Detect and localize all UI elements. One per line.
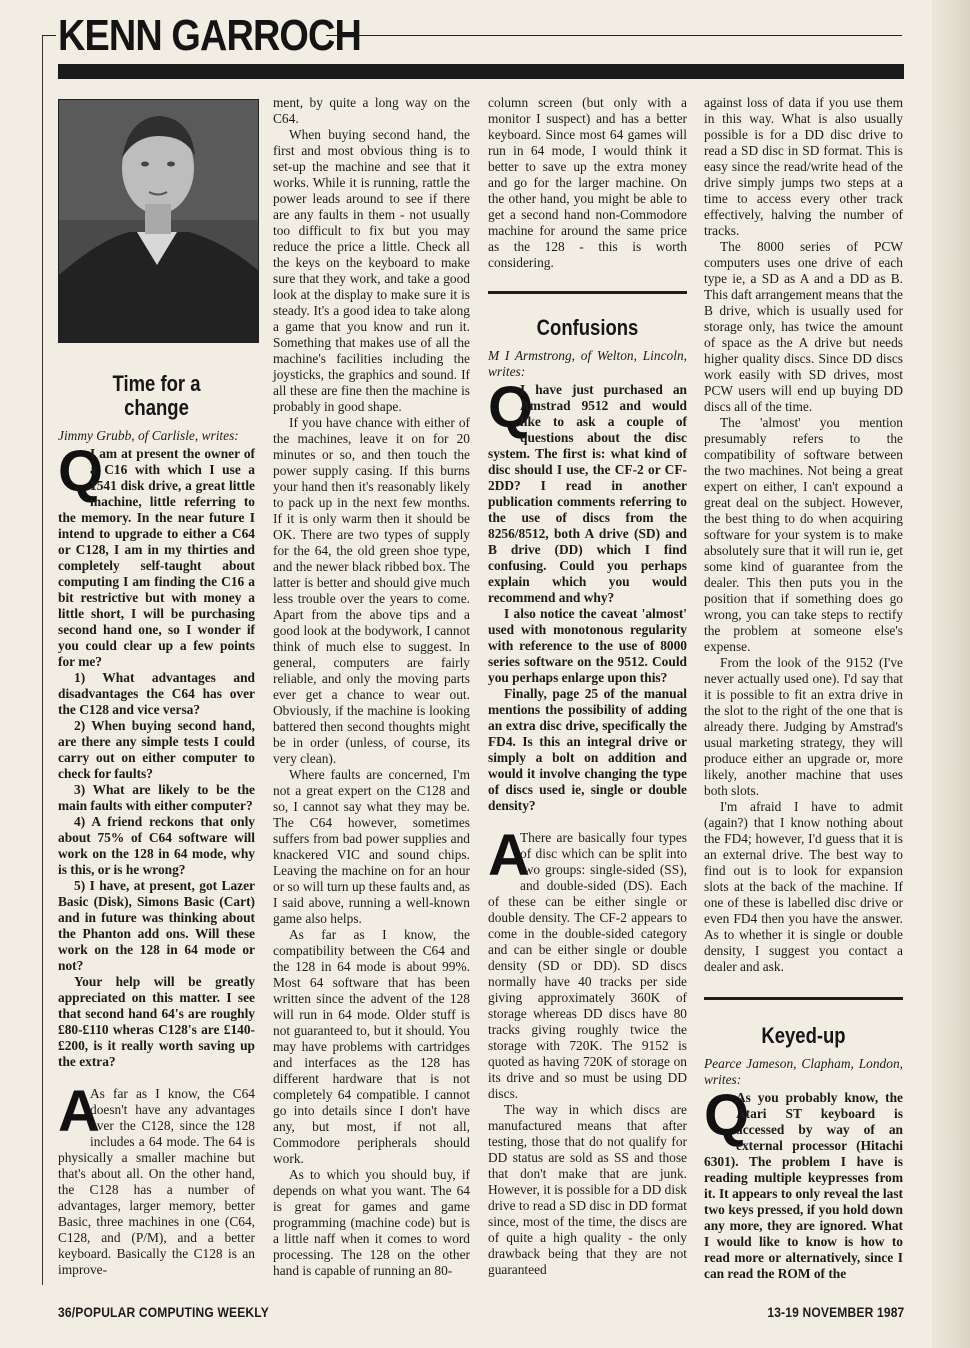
question-block bbox=[488, 375, 687, 814]
question-paragraph: I am at present the owner of a C16 with which I use a 1541 disk drive, a great little machine, little referring to the memory. In the near future I intend to upgrade to either a C64 or C128, I am in my thirties and completely self-taught about computing I am finding the C16 a bit restrictive but with money a little short, I will be purchasing second hand one, so I wonder if you could clear up a few points for me? bbox=[58, 446, 255, 669]
body-paragraph: As far as I know, the compatibility between the C64 and the 128 in 64 mode is about 99%. Most 64 software that has been written since the advent of the 128 will run in 64 mode. Older stuff is not guaranteed to, but it should. You may have problems with cartridges and interfaces as the 128 has different hardware that is not completely 64 compatible. I cannot go into details since I don't have any, but most, if not all, Commodore peripherals should work. bbox=[273, 927, 470, 1166]
body-paragraph: The 8000 series of PCW computers uses one drive of each type ie, a SD as A and a DD as B. This daft arrangement means that the B drive, which is usually used for storage only, has twice the amount of space as the A drive but needs higher quality discs. Since DD discs work easily with SD drives, most PCW users will end up buying DD discs all of the time. bbox=[704, 239, 903, 414]
byline: Jimmy Grubb, of Carlisle, writes: bbox=[58, 428, 239, 443]
left-rule-tick bbox=[42, 35, 56, 36]
author-photo bbox=[58, 99, 259, 343]
column-3 bbox=[488, 95, 687, 1278]
question-dropcap: Q bbox=[58, 439, 104, 504]
body-paragraph: From the look of the 9152 (I've never actually used one). I'd say that it is possible to fit an extra drive in the slot to the right of the one that is already there. Judging by Amstrad's usual marketing strategy, they will produce either an upgrade or, more likely, another machine that uses both slots. bbox=[704, 655, 903, 798]
byline: M I Armstrong, of Welton, Lincoln, writes: bbox=[488, 348, 687, 379]
body-paragraph: When buying second hand, the first and most obvious thing is to set-up the machine and see that it works. While it is running, rattle the power leads around to see if there are any faults in them - not usually too difficult to fix but you may reduce the price a little. Check all the keys on the keyboard to make sure that they work, and take a good look at the display to make sure it is steady. It's a good idea to take along a game that you know and run it. Something that makes use of all the machine's facilities including the joysticks, the graphics and sound. If all these are fine then the machine is probably in good shape. bbox=[273, 127, 470, 414]
question-paragraph: I have just purchased an Amstrad 9512 and would like to ask a couple of questions about the disc system. The first is: what kind of disc should I use, the CF-2 or CF-2DD? I read in another publication comments referring to the use of discs from the 8256/8512, both A drive (SD) and B drive (DD) which I find confusing. Could you perhaps explain which you would recommend and why? bbox=[488, 382, 687, 605]
question-paragraph: 5) I have, at present, got Lazer Basic (Disk), Simons Basic (Cart) and in future was thinking about the Phanton add ons. Will these work on the 128 in 64 mode or not? bbox=[58, 878, 255, 973]
question-dropcap: Q bbox=[488, 375, 534, 440]
body-paragraph: I'm afraid I have to admit (again?) that I know nothing about the FD4; however, I'd guess that it is an external drive. The best way to find out is to look for expansion slots at the back of the machine. If one of these is labelled disc drive or even FD4 then you have the answer. As to whether it is single or double density, I suggest you contact a dealer and ask. bbox=[704, 799, 903, 974]
article-title-confusions: Confusions bbox=[536, 315, 639, 340]
question-paragraph: 2) When buying second hand, are there any simple tests I could carry out on either computer to check for faults? bbox=[58, 718, 255, 781]
body-paragraph: If you have chance with either of the machines, leave it on for 20 minutes or so, and then touch the power supply casing. If this burns your hand then it's reasonably likely to pack up in the next few months. If it is only warm then it should be OK. There are two types of supply for the 64, the old green shoe type, and the newer black ribbed box. The latter is better and should give much less trouble over the years to come. Apart from the above tips and a good look at the bodywork, I cannot think of much else to suggest. In general, computers are fairly reliable, and only the moving parts ever get a chance to wear out. Obviously, if the machine is looking battered then second thoughts might be in order (unless, of course, its very clean). bbox=[273, 415, 470, 766]
answer-block bbox=[488, 823, 687, 1278]
question-paragraph: Finally, page 25 of the manual mentions the possibility of adding an extra disc drive, specifically the FD4. Is this an integral drive or simply a bolt on addition and would it involve changing the type of discs used ie, single or double density? bbox=[488, 686, 687, 813]
body-paragraph: The 'almost' you mention presumably refers to the compatibility of software between the two machines. Not being a great expert on either, I can't expound a great deal on the subject. However, the best thing to do when acquiring software for your system is to make absolutely sure that it will run ie, get some kind of guarantee from the dealer. This then puts you in the position that if something does go wrong, you can take steps to rectify the problem at someone else's expense. bbox=[704, 415, 903, 654]
footer-date: 13-19 NOVEMBER 1987 bbox=[766, 1304, 904, 1320]
article-title-keyed-up: Keyed-up bbox=[761, 1023, 846, 1048]
header-bar bbox=[58, 64, 904, 79]
answer-paragraph: As far as I know, the C64 doesn't have any advantages over the C128, since the 128 includes a 64 mode. The 64 is physically a smaller machine but that's about all. On the other hand, the C128 has a number of advantages, larger memory, better Basic, three machines in one (C64, C128, and (P/M), and a better keyboard. Basically the C128 is an improve- bbox=[58, 1086, 255, 1277]
body-paragraph: Where faults are concerned, I'm not a great expert on the C128 and so, I cannot say what they may be. The C64 however, sometimes suffers from bad power supplies and knackered VIC and sound chips. Leaving the machine on for an hour or so will turn up these faults and, as I said above, running a well-known game also helps. bbox=[273, 767, 470, 926]
answer-block bbox=[58, 1079, 255, 1278]
question-block bbox=[704, 1083, 903, 1282]
body-paragraph: column screen (but only with a monitor I suspect) and has a better keyboard. Since most 64 games will run in 64 mode, I would think it better to save up the extra money and go for the larger machine. On the other hand, you might be able to get a second hand non-Commodore machine for around the same price as the 128 - this is worth considering. bbox=[488, 95, 687, 270]
left-rule bbox=[42, 35, 43, 1285]
question-paragraph: As you probably know, the Atari ST keyboard is accessed by way of an external processor (Hitachi 6301). The problem I have is reading multiple keypresses from it. It appears to only reveal the last two keys pressed, if you hold down any more, they are ignored. What I would like to know is how to read more or alternatively, since I can read the ROM of the bbox=[704, 1090, 903, 1281]
page-edge bbox=[932, 0, 970, 1348]
answer-dropcap: A bbox=[58, 1079, 100, 1144]
column-1 bbox=[58, 372, 255, 1278]
column-title: KENN GARROCH bbox=[58, 11, 361, 60]
question-block bbox=[58, 439, 255, 1070]
answer-paragraph: There are basically four types of disc which can be split into two groups: single-sided (SS), and double-sided (DS). Each of these can be either single or double density. The CF-2 appears to come in the double-sided category and can be either single or double density (SD or DD). SD discs normally have 40 tracks per side giving approximately 360K of storage whereas DD discs have 80 tracks giving roughly twice the storage with 720K. The 9152 is quoted as having 720K of storage on its drive and so must be using DD discs. bbox=[488, 830, 687, 1101]
section-divider bbox=[704, 997, 903, 1000]
body-paragraph: against loss of data if you use them in this way. What is also usually possible is for a DD disc drive to read a SD disc in SD format. This is easy since the read/write head of the drive simply jumps two steps at a time to access every other track effectively, halving the number of tracks. bbox=[704, 95, 903, 238]
section-divider bbox=[488, 291, 687, 294]
column-2 bbox=[273, 95, 470, 1279]
question-paragraph: 4) A friend reckons that only about 75% of C64 software will work on the 128 in 64 mode, why is this, or is he wrong? bbox=[58, 814, 255, 877]
question-paragraph: 1) What advantages and disadvantages the C64 has over the C128 and vice versa? bbox=[58, 670, 255, 717]
column-4 bbox=[704, 95, 903, 1282]
question-dropcap: Q bbox=[704, 1083, 750, 1148]
footer-folio: 36/POPULAR COMPUTING WEEKLY bbox=[58, 1304, 269, 1320]
question-paragraph: Your help will be greatly appreciated on this matter. I see that second hand 64's are roughly £80-£110 wheras C128's are £140-£200, is it really worth saving up the extra? bbox=[58, 974, 255, 1069]
answer-paragraph: The way in which discs are manufactured means that after testing, those that do not qualify for DD status are sold as SS and those that don't make that are junk. However, it is possible for a DD disk drive to read a SD disc in DD format since, most of the time, the discs are of quite a high quality - the only drawback being that they are not guaranteed bbox=[488, 1102, 687, 1277]
question-paragraph: 3) What are likely to be the main faults with either computer? bbox=[58, 782, 255, 813]
body-paragraph: ment, by quite a long way on the C64. bbox=[273, 95, 470, 126]
body-paragraph: As to which you should buy, if depends on what you want. The 64 is great for games and game programming (machine code) but is a little naff when it comes to word processing. The 128 on the other hand is capable of running an 80- bbox=[273, 1167, 470, 1278]
question-paragraph: I also notice the caveat 'almost' used with monotonous regularity with reference to the use of 8000 series software on the 9512. Could you perhaps enlarge upon this? bbox=[488, 606, 687, 685]
article-title-time-for-a-change: Time for a change bbox=[112, 371, 201, 420]
answer-dropcap: A bbox=[488, 823, 530, 888]
byline: Pearce Jameson, Clapham, London, writes: bbox=[704, 1056, 903, 1087]
